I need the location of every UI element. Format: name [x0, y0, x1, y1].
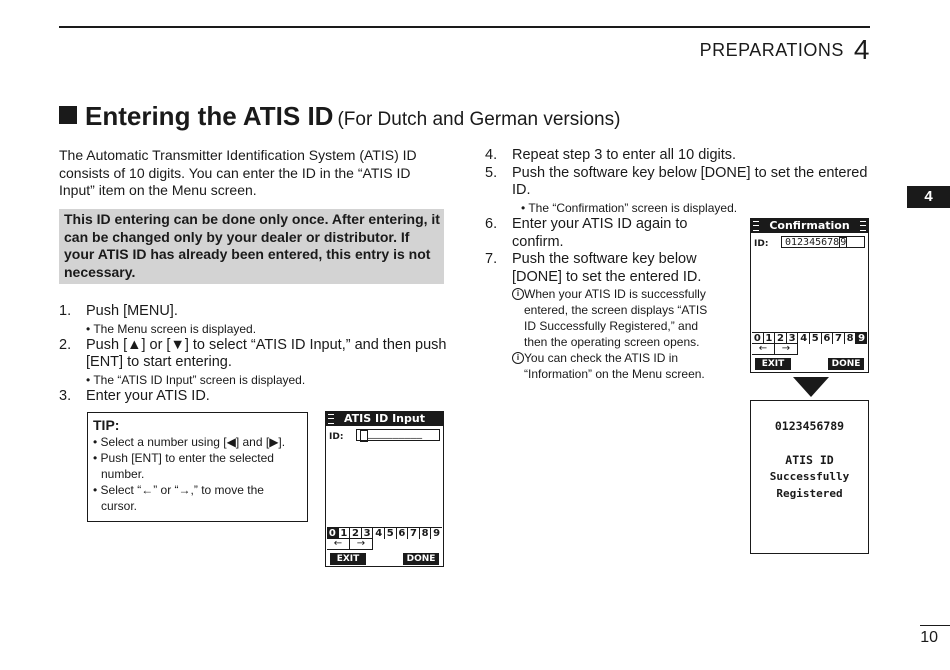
digit-key: 1: [764, 333, 776, 344]
digit-key: 0: [752, 333, 764, 344]
step-1: 1. Push [MENU]. • The Menu screen is displayed.: [59, 303, 449, 337]
cursor-arrows: [752, 343, 798, 355]
tip-heading: TIP:: [93, 417, 120, 433]
step-5-result: • The “Confirmation” screen is displayed.: [521, 200, 738, 215]
lcd-confirmation-screen: [750, 218, 869, 373]
cursor-box: 9: [840, 237, 847, 248]
title-main: Entering the ATIS ID: [85, 101, 334, 131]
steps-right-top: [485, 147, 875, 216]
registered-id: 0123456789: [774, 419, 845, 433]
right-arrow-icon: →: [350, 539, 373, 549]
tip-item: • Push [ENT] to enter the selected number.: [93, 451, 274, 481]
done-softkey-label: DONE: [403, 553, 439, 565]
left-arrow-icon: ←: [327, 539, 350, 549]
digit-key: 2: [350, 528, 362, 539]
step-4: 4. Repeat step 3 to enter all 10 digits.: [485, 147, 737, 163]
digit-key: 3: [362, 528, 374, 539]
lcd-title-bar: ATIS ID Input: [326, 412, 443, 426]
digit-key: 9: [858, 333, 866, 344]
section-title: [59, 101, 620, 132]
digit-key: 6: [397, 528, 409, 539]
step-1-result: • The Menu screen is displayed.: [86, 321, 257, 336]
page-number-rule: [920, 625, 950, 626]
step-7-info: [485, 286, 722, 382]
digit-key: 7: [408, 528, 420, 539]
registered-line-3: Registered: [776, 487, 843, 500]
digit-key: 4: [798, 333, 810, 344]
digit-key: 0: [327, 528, 339, 539]
digit-key: 5: [810, 333, 822, 344]
done-softkey-label: DONE: [828, 358, 864, 370]
steps-left: [59, 303, 449, 405]
digit-key: 4: [373, 528, 385, 539]
title-square-icon: [59, 106, 77, 124]
lcd-title-bar: Confirmation: [751, 219, 868, 233]
digit-key: 3: [787, 333, 799, 344]
digit-key: 8: [845, 333, 857, 344]
chapter-number: 4: [853, 34, 870, 65]
step-5: 5. Push the software key below [DONE] to set the entered ID. • The “Confirmation” screen is displayed.: [485, 165, 875, 216]
id-label: ID:: [329, 432, 344, 442]
digit-key: 2: [775, 333, 787, 344]
menu-icon: [328, 414, 334, 424]
intro-paragraph: The Automatic Transmitter Identification System (ATIS) ID consists of 10 digits. You can enter the ID in the “ATIS ID Input” item on the Menu screen.: [59, 147, 417, 198]
digit-key: 7: [833, 333, 845, 344]
info-icon: i: [512, 288, 524, 300]
warning-note: This ID entering can be done only once. After entering, it can be changed only by your dealer or distributor. If your ATIS ID has already been entered, this entry is not necessary.: [59, 209, 444, 284]
tip-item: • Select “←” or “→,” to move the cursor.: [93, 483, 264, 513]
info-icon: i: [512, 352, 524, 364]
chapter-tab: 4: [907, 186, 950, 208]
cursor-box: [360, 430, 368, 442]
digit-key: 6: [822, 333, 834, 344]
lcd-atis-input-screen: [325, 411, 444, 567]
cursor-arrows: [327, 538, 373, 550]
step-6: 6. Enter your ATIS ID again to confirm.: [485, 216, 688, 250]
id-input-field: 0123456789: [781, 236, 865, 248]
down-arrow-icon: [793, 377, 829, 397]
title-subtitle: (For Dutch and German versions): [337, 109, 621, 130]
left-arrow-icon: ←: [752, 344, 775, 354]
registered-line-1: ATIS ID: [785, 453, 834, 467]
section-name: PREPARATIONS: [699, 40, 844, 60]
step-3: 3. Enter your ATIS ID.: [59, 387, 210, 404]
registered-line-2: Successfully: [769, 470, 850, 483]
info-note: i You can check the ATIS ID in “Information” on the Menu screen.: [512, 350, 722, 382]
lcd-registered-screen: [750, 400, 869, 554]
page-number: 10: [920, 629, 938, 646]
step-7: 7. Push the software key below [DONE] to set the entered ID.: [485, 251, 702, 285]
menu-icon: [860, 221, 866, 231]
digit-key: 9: [433, 528, 441, 539]
step-2-result: • The “ATIS ID Input” screen is displayed.: [86, 372, 306, 387]
id-label: ID:: [754, 239, 769, 249]
right-arrow-icon: →: [775, 344, 798, 354]
steps-right-bottom: [485, 216, 725, 382]
exit-softkey-label: EXIT: [330, 553, 366, 565]
tip-item: • Select a number using [◀] and [▶].: [93, 435, 286, 449]
digit-key: 5: [385, 528, 397, 539]
running-header: [700, 34, 870, 66]
info-note: i When your ATIS ID is successfully entered, the screen displays “ATIS ID Successfully Registered,” and then the operating screen opens.: [512, 286, 722, 350]
menu-icon: [753, 221, 759, 231]
digit-key: 8: [420, 528, 432, 539]
top-rule: [59, 26, 870, 28]
step-2: 2. Push [▲] or [▼] to select “ATIS ID Input,” and then push [ENT] to start entering. • The “ATIS ID Input” screen is displayed.: [59, 337, 449, 388]
digit-key: 1: [339, 528, 351, 539]
exit-softkey-label: EXIT: [755, 358, 791, 370]
tip-box: [87, 412, 308, 522]
id-input-field: –––––––––: [356, 429, 440, 441]
